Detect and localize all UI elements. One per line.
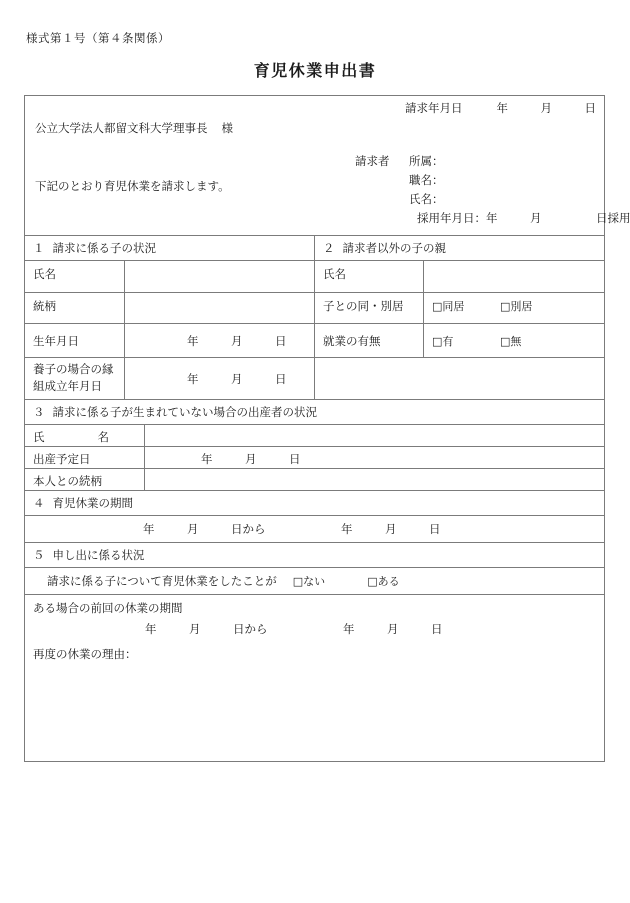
employment-status-label: 就業の有無	[315, 324, 424, 357]
table-row	[25, 424, 604, 446]
reason-label[interactable]: 再度の休業の理由：	[33, 649, 137, 661]
child-name-label: 氏名	[25, 261, 125, 292]
birthdate-day[interactable]: 日	[275, 336, 287, 348]
request-date-year[interactable]: 年	[496, 103, 508, 115]
adoption-date-label-line1: 養子の場合の縁	[33, 364, 114, 376]
hire-date-label: 採用年月日：	[417, 213, 486, 225]
applicant-hire-date-row	[355, 210, 630, 229]
section-5-title: 申し出に係る状況	[52, 550, 145, 562]
prev-start-day[interactable]: 日から	[233, 624, 268, 636]
applicant-affiliation-row	[355, 153, 630, 172]
position-label[interactable]: 職名：	[409, 175, 444, 187]
mother-relation-value[interactable]	[145, 469, 604, 490]
applicant-block	[355, 153, 630, 229]
table-row	[25, 446, 604, 468]
section-1-2-body	[25, 260, 604, 399]
mother-relation-label: 本人との続柄	[25, 469, 145, 490]
form-number: 様式第１号（第４条関係）	[26, 33, 170, 45]
section-2-table	[314, 261, 604, 399]
adoption-day[interactable]: 日	[275, 374, 287, 386]
section-4-number: ４	[33, 498, 45, 510]
applicant-position-row	[355, 172, 630, 191]
page-title: 育児休業申出書	[253, 63, 377, 80]
cohabitation-value	[424, 293, 604, 323]
child-relation-value[interactable]	[125, 293, 314, 323]
due-date-value[interactable]	[145, 447, 604, 468]
section-4-title: 育児休業の期間	[52, 498, 133, 510]
table-row	[25, 261, 314, 292]
table-row	[25, 357, 314, 399]
section-1-2-heading-row	[25, 235, 604, 260]
prev-end-month[interactable]: 月	[387, 624, 399, 636]
hire-date-month[interactable]: 月	[530, 213, 542, 225]
section-5-heading	[25, 542, 604, 567]
section-4-heading	[25, 490, 604, 515]
table-row	[25, 292, 314, 323]
addressee-name: 公立大学法人都留文科大学理事長	[35, 123, 208, 135]
request-date-label: 請求年月日	[405, 103, 463, 115]
prior-leave-question-row	[25, 567, 604, 594]
table-row	[315, 292, 604, 323]
prev-end-day[interactable]: 日	[431, 624, 443, 636]
table-row	[315, 323, 604, 357]
other-parent-name-value[interactable]	[424, 261, 604, 292]
adoption-date-value[interactable]	[125, 358, 314, 399]
table-row	[25, 468, 604, 490]
due-date-month[interactable]: 月	[245, 454, 257, 466]
section-2-heading	[314, 236, 604, 260]
table-row	[25, 323, 314, 357]
leave-start-month[interactable]: 月	[187, 524, 199, 536]
checkbox-employed[interactable]: □有	[432, 335, 454, 348]
checkbox-cohabiting[interactable]: □同居	[432, 300, 465, 313]
section-1-heading	[25, 236, 314, 260]
preamble-block	[25, 96, 630, 235]
form-body	[24, 95, 630, 762]
prior-leave-question: 請求に係る子について育児休業をしたことが	[47, 576, 277, 588]
applicant-name-row	[355, 191, 630, 210]
adoption-month[interactable]: 月	[231, 374, 243, 386]
checkbox-separate[interactable]: □別居	[500, 300, 533, 313]
due-date-label: 出産予定日	[25, 447, 145, 468]
section-3-heading	[25, 399, 604, 424]
section-3-title: 請求に係る子が生まれていない場合の出産者の状況	[52, 407, 317, 419]
addressee-line	[35, 120, 233, 136]
section-2-title: 請求者以外の子の親	[342, 243, 446, 255]
request-date-month[interactable]: 月	[540, 103, 552, 115]
leave-end-month[interactable]: 月	[385, 524, 397, 536]
affiliation-label[interactable]: 所属：	[409, 156, 444, 168]
prior-leave-details-area	[25, 594, 604, 761]
child-name-value[interactable]	[125, 261, 314, 292]
other-parent-name-label: 氏名	[315, 261, 424, 292]
mother-name-label: 氏 名	[25, 425, 145, 446]
checkbox-has-prior-leave[interactable]: □ある	[367, 575, 400, 588]
addressee-honorific: 様	[221, 123, 233, 135]
table-row-empty	[315, 357, 604, 399]
section-5-number: ５	[33, 550, 45, 562]
child-birthdate-label: 生年月日	[25, 324, 125, 357]
adoption-year[interactable]: 年	[187, 374, 199, 386]
name-label[interactable]: 氏名：	[409, 194, 444, 206]
prev-start-month[interactable]: 月	[189, 624, 201, 636]
adoption-date-label-line2: 組成立年月日	[33, 381, 102, 393]
leave-period-row[interactable]	[25, 515, 604, 542]
request-sentence: 下記のとおり育児休業を請求します。	[35, 181, 230, 193]
prev-start-year[interactable]: 年	[145, 624, 157, 636]
prev-end-year[interactable]: 年	[343, 624, 355, 636]
section-1-table	[25, 261, 314, 399]
section-2-number: ２	[323, 243, 335, 255]
request-date-day[interactable]: 日	[584, 103, 596, 115]
due-date-day[interactable]: 日	[289, 454, 301, 466]
mother-name-value[interactable]	[145, 425, 604, 446]
previous-period-row[interactable]	[25, 616, 604, 637]
employment-status-value	[424, 324, 604, 357]
leave-end-day[interactable]: 日	[429, 524, 441, 536]
section-1-title: 請求に係る子の状況	[52, 243, 156, 255]
birthdate-month[interactable]: 月	[231, 336, 243, 348]
child-relation-label: 統柄	[25, 293, 125, 323]
section-1-number: １	[33, 243, 45, 255]
applicant-label: 請求者	[355, 156, 390, 168]
section-2-empty-cell	[315, 358, 604, 399]
birthdate-year[interactable]: 年	[187, 336, 199, 348]
hire-date-suffix: 日採用	[596, 213, 630, 225]
child-birthdate-value[interactable]	[125, 324, 314, 357]
hire-date-year[interactable]: 年	[486, 213, 498, 225]
checkbox-not-employed[interactable]: □無	[500, 335, 522, 348]
leave-start-year[interactable]: 年	[143, 524, 155, 536]
leave-end-year[interactable]: 年	[341, 524, 353, 536]
cohabitation-label: 子との同・別居	[315, 293, 424, 323]
table-row	[315, 261, 604, 292]
due-date-year[interactable]: 年	[201, 454, 213, 466]
request-date-line	[405, 100, 596, 116]
section-3-number: ３	[33, 407, 45, 419]
leave-start-day[interactable]: 日から	[231, 524, 266, 536]
adoption-date-label	[25, 358, 125, 399]
previous-period-label: ある場合の前回の休業の期間	[33, 603, 183, 615]
checkbox-no-prior-leave[interactable]: □ない	[292, 575, 326, 588]
